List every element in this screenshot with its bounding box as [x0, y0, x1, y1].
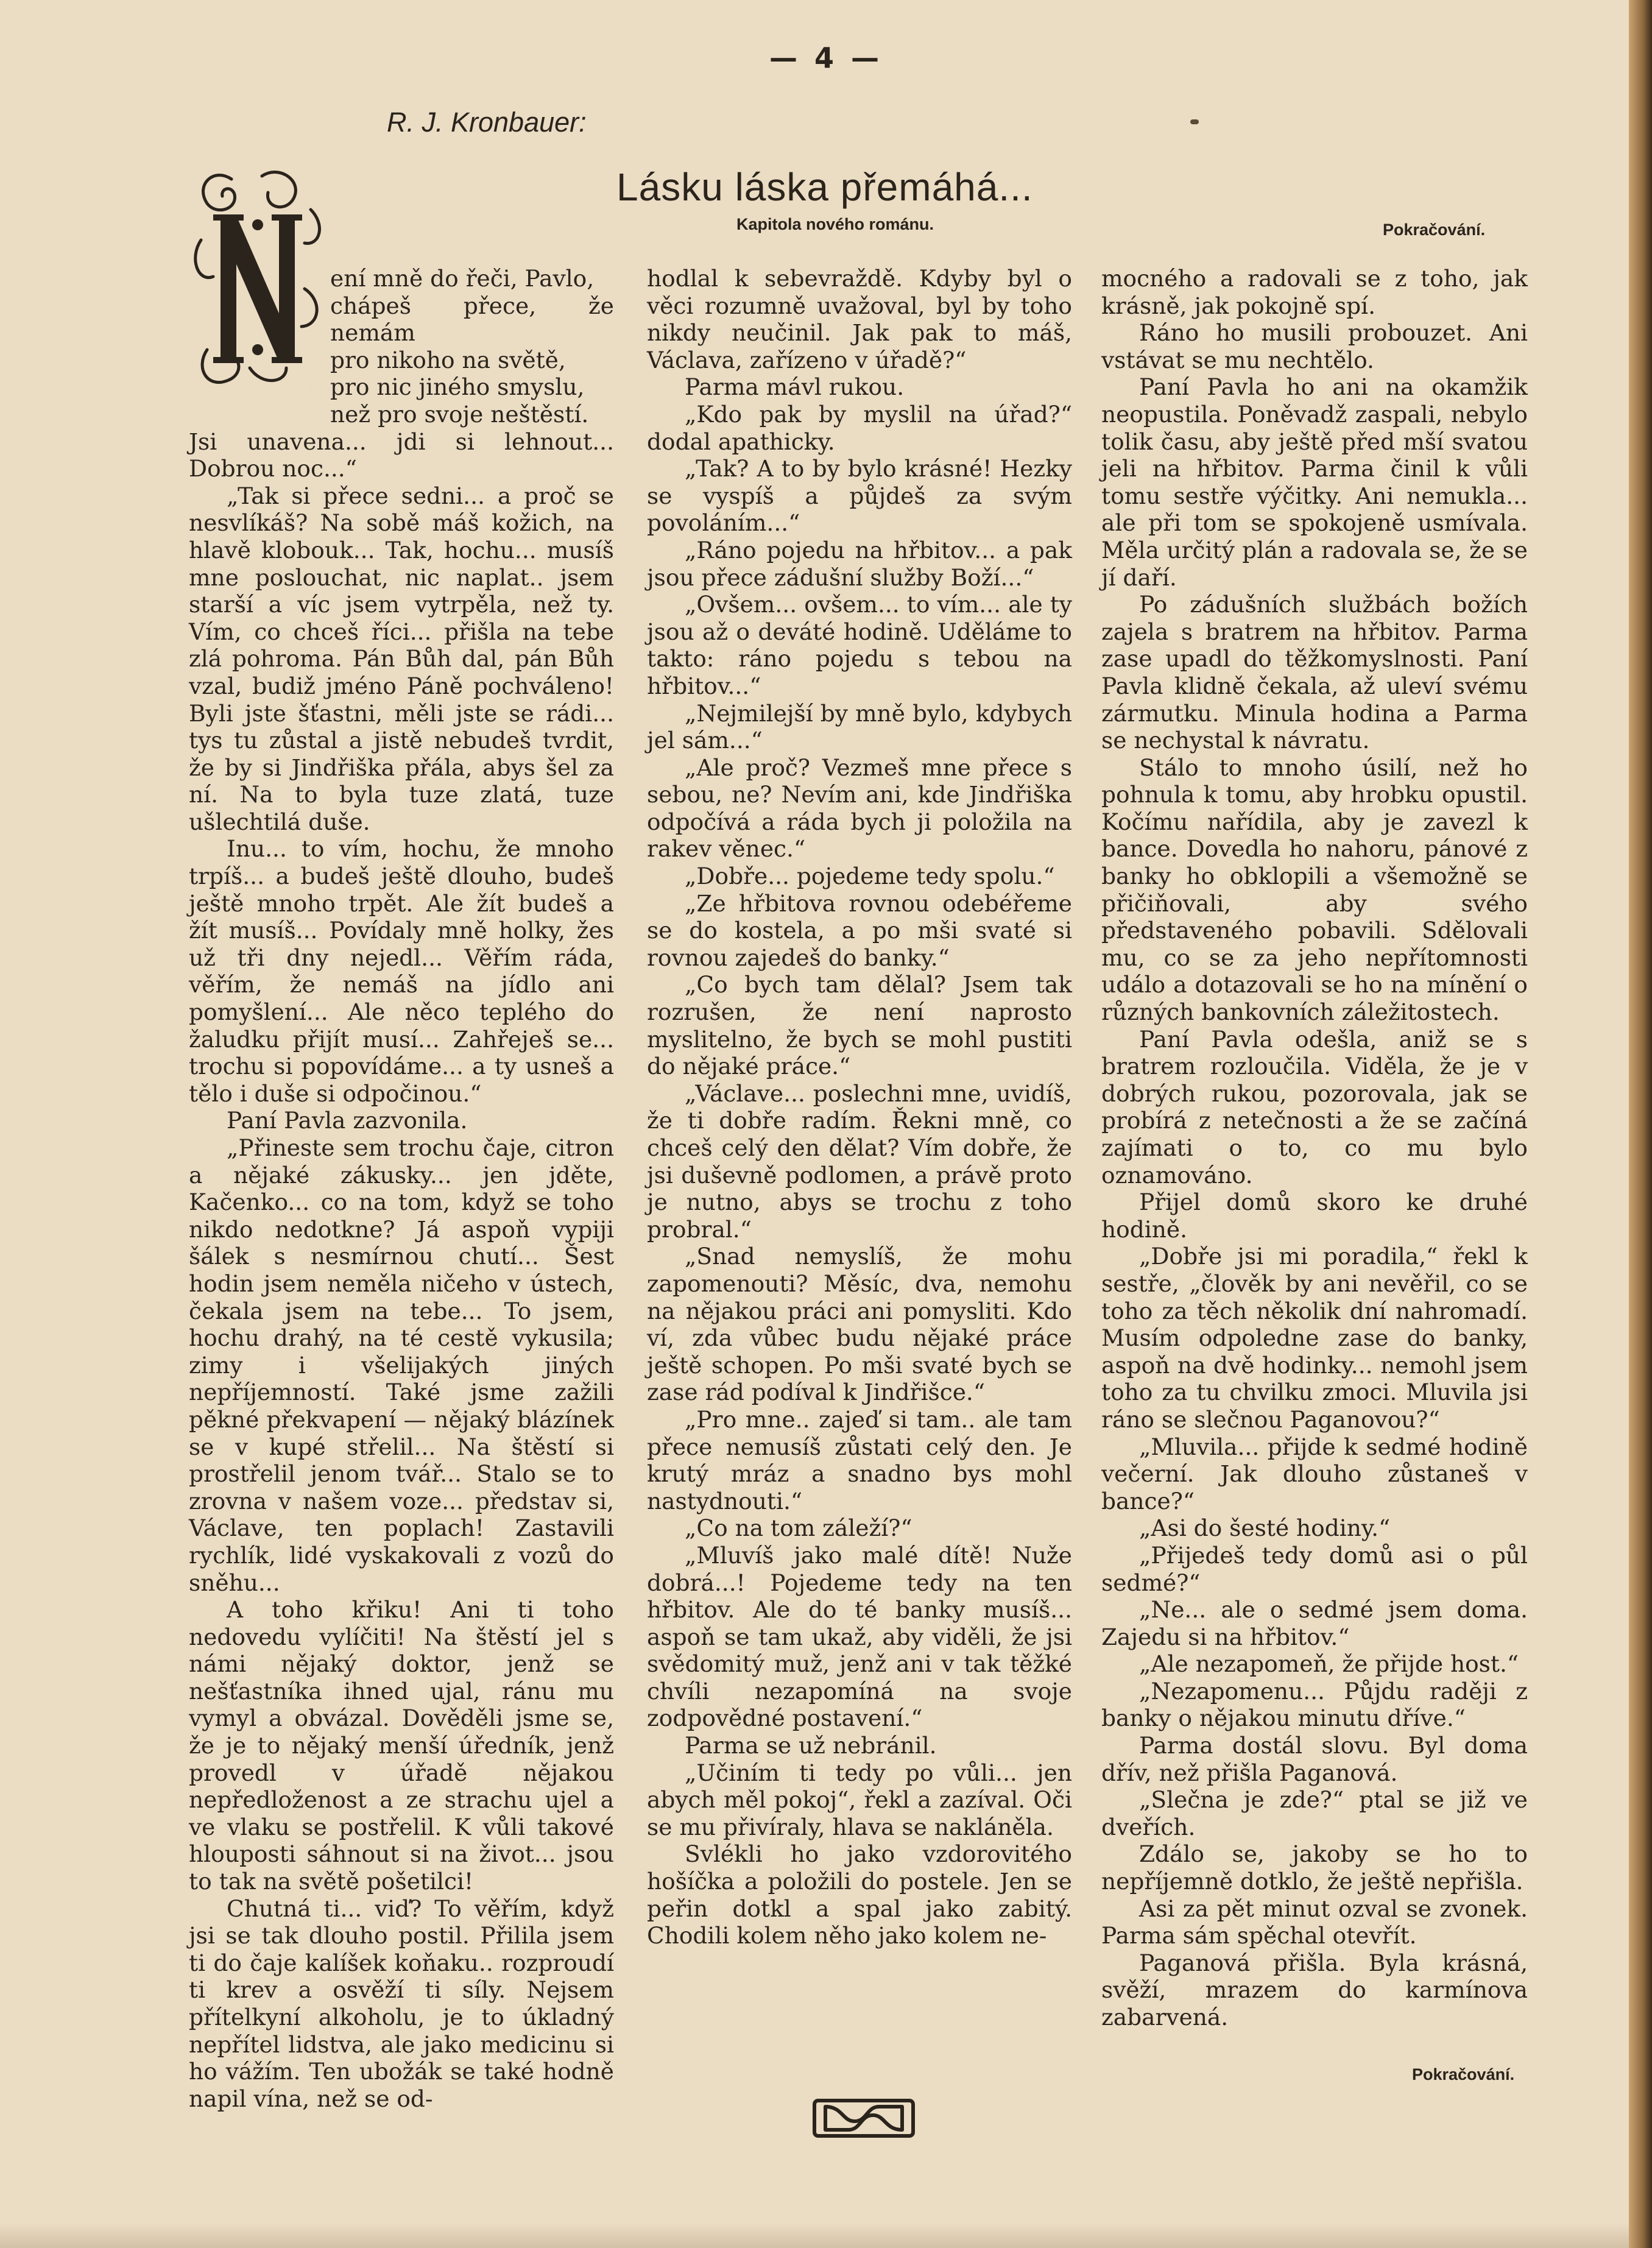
- paragraph: „Tak? A to by bylo krásné! Hezky se vyspíš a půjdeš za svým povoláním...“: [647, 455, 1072, 537]
- continued-note-top: Pokračování.: [1383, 221, 1486, 239]
- paragraph: „Přijedeš tedy domů asi o půl sedmé?“: [1101, 1541, 1528, 1596]
- printing-speck: [1190, 119, 1199, 124]
- paragraph: „Kdo pak by myslil na úřad?“ dodal apathicky.: [647, 400, 1072, 455]
- paragraph: Jsi unavena... jdi si lehnout... Dobrou noc...“: [189, 428, 614, 482]
- paragraph: Přijel domů skoro ke druhé hodině.: [1101, 1189, 1528, 1243]
- intro-line: než pro svoje neštěstí.: [330, 400, 589, 428]
- paragraph: „Tak si přece sedni... a proč se nesvlíkáš? Na sobě máš kožich, na hlavě klobouk... Tak, hochu... musíš mne poslouchat, nic naplat.. jsem starší a víc jsem vytrpěla, než ty. Vím, co chceš říci... přišla na tebe zlá pohroma. Pán Bůh dal, pán Bůh vzal, budiž jméno Páně pochváleno! Byli jste šťastni, měli jste se rádi... tys tu zůstal a jistě nebudeš tvrdit, že by si Jindřiška přála, abys šel za ní. Na to byla tuze zlatá, tuze ušlechtilá duše.: [189, 482, 614, 835]
- intro-line: ení mně do řeči, Pavlo,: [330, 265, 595, 292]
- paragraph: Parma se už nebránil.: [685, 1732, 937, 1759]
- paragraph: „Mluvila... přijde k sedmé hodině večerní. Jak dlouho zůstaneš v bance?“: [1101, 1433, 1528, 1515]
- paragraph: Paní Pavla zazvonila.: [227, 1107, 468, 1134]
- paragraph: „Slečna je zde?“ ptal se již ve dveřích.: [1101, 1786, 1528, 1840]
- continued-note-bottom: Pokračování.: [1412, 2065, 1515, 2084]
- page-bottom-shade: [0, 2224, 1629, 2248]
- paragraph: Paní Pavla ho ani na okamžik neopustila. Poněvadž zaspali, nebylo tolik času, aby ještě před mší svatou jeli na hřbitov. Parma činil k vůli tomu sestře výčitky. Ani nemukla... ale při tom se spokojeně usmívala. Měla určitý plán a radovala se, že se jí daří.: [1101, 373, 1528, 591]
- paragraph: Asi za pět minut ozval se zvonek. Parma sám spěchal otevřít.: [1101, 1895, 1528, 1949]
- paragraph: Po zádušních službách božích zajela s bratrem na hřbitov. Parma zase upadl do těžkomyslnosti. Paní Pavla klidně čekala, až uleví svému zármutku. Minula hodina a Parma se nechystal k návratu.: [1101, 591, 1528, 754]
- paragraph: A toho křiku! Ani ti toho nedovedu vylíčiti! Na štěstí jel s námi nějaký doktor, jenž se nešťastníka ihned ujal, ránu mu vymyl a obvázal. Dověděli jsme se, že je to nějaký menší úředník, jenž provedl v úřadě nějakou nepředloženost a ze strachu ujel a ve vlaku se postřelil. K vůli takové hlouposti sáhnout si na život... jsou to tak na světě pošetilci!: [189, 1596, 614, 1895]
- paragraph: „Václave... poslechni mne, uvidíš, že ti dobře radím. Řekni mně, co chceš celý den dělat? Vím dobře, že jsi duševně podlomen, a právě proto je nutno, abys se trochu z toho probral.“: [647, 1080, 1072, 1243]
- article-title: Lásku láska přemáhá...: [616, 165, 1033, 209]
- paragraph: „Dobře... pojedeme tedy spolu.“: [685, 863, 1055, 890]
- paragraph: „Přineste sem trochu čaje, citron a nějaké zákusky... jen jděte, Kačenko... co na tom, když se toho nikdo nedotkne? Já aspoň vypiji šálek s nesmírnou chutí... Šest hodin jsem neměla ničeho v ústech, čekala jsem na tebe... To jsem, hochu drahý, na té cestě vykusila; zimy i všelijakých jiných nepříjemností. Také jsme zažili pěkné překvapení — nějaký blázínek se v kupé střelil... Na štěstí si prostřelil jenom tvář... Stalo se to zrovna v našem voze... představ si, Václave, ten poplach! Zastavili rychlík, lidé vyskakovali z vozů do sněhu...: [189, 1134, 614, 1596]
- page-edge-shadow: [1629, 0, 1652, 2248]
- paragraph: Paganová přišla. Byla krásná, svěží, mrazem do karmínova zabarvená.: [1101, 1949, 1528, 2031]
- paragraph: Paní Pavla odešla, aniž se s bratrem rozloučila. Viděla, že je v dobrých rukou, pozorovala, jak se probírá z netečnosti a že se začíná zajímati o to, co mu bylo oznamováno.: [1101, 1025, 1528, 1189]
- paragraph: „Pro mne.. zajeď si tam.. ale tam přece nemusíš zůstati celý den. Je krutý mráz a snadno bys mohl nastydnouti.“: [647, 1405, 1072, 1515]
- paragraph: „Ráno pojedu na hřbitov... a pak jsou přece zádušní služby Boží...“: [647, 536, 1072, 591]
- paragraph: „Mluvíš jako malé dítě! Nuže dobrá...! Pojedeme tedy na ten hřbitov. Ale do té banky musíš... aspoň se tam ukaž, aby viděli, že jsi svědomitý muž, jenž ani v tak těžké chvíli nezapomíná na svoje zodpovědné postavení.“: [647, 1541, 1072, 1732]
- author-name: R. J. Kronbauer:: [387, 107, 587, 138]
- paragraph: Chutná ti... viď? To věřím, když jsi se tak dlouho postil. Přilila jsem ti do čaje kalíšek koňaku.. rozproudí ti krev a osvěží ti síly. Nejsem přítelkyní alkoholu, je to úkladný nepřítel lidstva, ale jako medicinu si ho vážím. Ten ubožák se také hodně napil vína, než se od-: [189, 1895, 614, 2112]
- intro-line: chápeš přece, že nemám: [330, 292, 614, 347]
- paragraph: Zdálo se, jakoby se ho to nepříjemně dotklo, že ještě nepřišla.: [1101, 1840, 1528, 1895]
- paragraph: „Ale proč? Vezmeš mne přece s sebou, ne? Nevím ani, kde Jindřiška odpočívá a ráda bych ji položila na rakev věnec.“: [647, 754, 1072, 863]
- text-column-2: [647, 265, 1072, 1949]
- paragraph: Inu... to vím, hochu, že mnoho trpíš... a budeš ještě dlouho, budeš ještě mnoho trpět. Ale žít budeš a žít musíš... Povídaly mně holky, žes už tři dny nejedl... Věřím ráda, věřím, že nemáš na jídlo ani pomyšlení... Ale něco teplého do žaludku přijít musí... Zahřeješ se... trochu si popovídáme... a ty usneš a tělo i duše si odpočinou.“: [189, 835, 614, 1107]
- paragraph: „Ne... ale o sedmé jsem doma. Zajedu si na hřbitov.“: [1101, 1596, 1528, 1650]
- paragraph: „Nejmilejší by mně bylo, kdybych jel sám...“: [647, 699, 1072, 754]
- paragraph: „Snad nemyslíš, že mohu zapomenouti? Měsíc, dva, nemohu na nějakou práci ani pomysliti. Kdo ví, zda vůbec budu nějaké práce ještě schopen. Po mši svaté bych se zase rád podíval k Jindřišce.“: [647, 1243, 1072, 1406]
- article-subtitle: Kapitola nového románu.: [736, 215, 934, 233]
- end-ornament-icon: [812, 2097, 916, 2140]
- page-number: — 4 —: [769, 41, 883, 74]
- paragraph: „Ze hřbitova rovnou odebéřeme se do kostela, a po mši svaté si rovnou zajedeš do banky.“: [647, 889, 1072, 971]
- paragraph: Ráno ho musili probouzet. Ani vstávat se mu nechtělo.: [1101, 319, 1528, 373]
- paragraph: „Ale nezapomeň, že přijde host.“: [1139, 1650, 1519, 1678]
- paragraph: Parma dostál slovu. Byl doma dřív, než přišla Paganová.: [1101, 1732, 1528, 1786]
- paragraph: „Ovšem... ovšem... to vím... ale ty jsou až o deváté hodině. Uděláme to takto: ráno pojedu s tebou na hřbitov...“: [647, 591, 1072, 699]
- paragraph: „Dobře jsi mi poradila,“ řekl k sestře, „člověk by ani nevěřil, co se toho za těch několik dní nahromadí. Musím odpoledne zase do banky, aspoň na dvě hodinky... nemohl jsem toho za tu chvilku zmoci. Mluvila jsi ráno se slečnou Paganovou?“: [1101, 1243, 1528, 1433]
- paragraph: „Učiním ti tedy po vůli... jen abych měl pokoj“, řekl a zazíval. Oči se mu přivíraly, hlava se nakláněla.: [647, 1759, 1072, 1840]
- paragraph: „Co na tom záleží?“: [685, 1515, 912, 1542]
- paragraph: „Nezapomenu... Půjdu raději z banky o nějakou minutu dříve.“: [1101, 1677, 1528, 1732]
- paragraph: Svlékli ho jako vzdorovitého hošíčka a položili do postele. Jen se peřin dotkl a spal jako zabitý. Chodili kolem něho jako kolem ne-: [647, 1840, 1072, 1949]
- paragraph: „Co bych tam dělal? Jsem tak rozrušen, že není naprosto myslitelno, že bych se mohl pustiti do nějaké práce.“: [647, 971, 1072, 1080]
- text-column-3: [1101, 265, 1528, 2031]
- paragraph: hodlal k sebevraždě. Kdyby byl o věci rozumně uvažoval, byl by toho nikdy neučinil. Jak pak to máš, Václava, zařízeno v úřadě?“: [647, 265, 1072, 373]
- paragraph: „Asi do šesté hodiny.“: [1139, 1515, 1391, 1542]
- paragraph: Stálo to mnoho úsilí, než ho pohnula k tomu, aby hrobku opustil. Kočímu nařídila, aby je zavezl k bance. Dovedla ho nahoru, pánové z banky ho obklopili a všemožně se přičiňovali, aby svého představeného pobavili. Sdělovali mu, co se za jeho nepřítomnosti událo a dotazovali se ho na mínění o různých bankovních záležitostech.: [1101, 754, 1528, 1026]
- paragraph: Parma mávl rukou.: [685, 373, 905, 401]
- paragraph: mocného a radovali se z toho, jak krásně, jak pokojně spí.: [1101, 265, 1528, 319]
- intro-line: pro nic jiného smyslu,: [330, 373, 585, 401]
- text-column-1: [189, 265, 614, 2112]
- intro-line: pro nikoho na světě,: [330, 346, 566, 373]
